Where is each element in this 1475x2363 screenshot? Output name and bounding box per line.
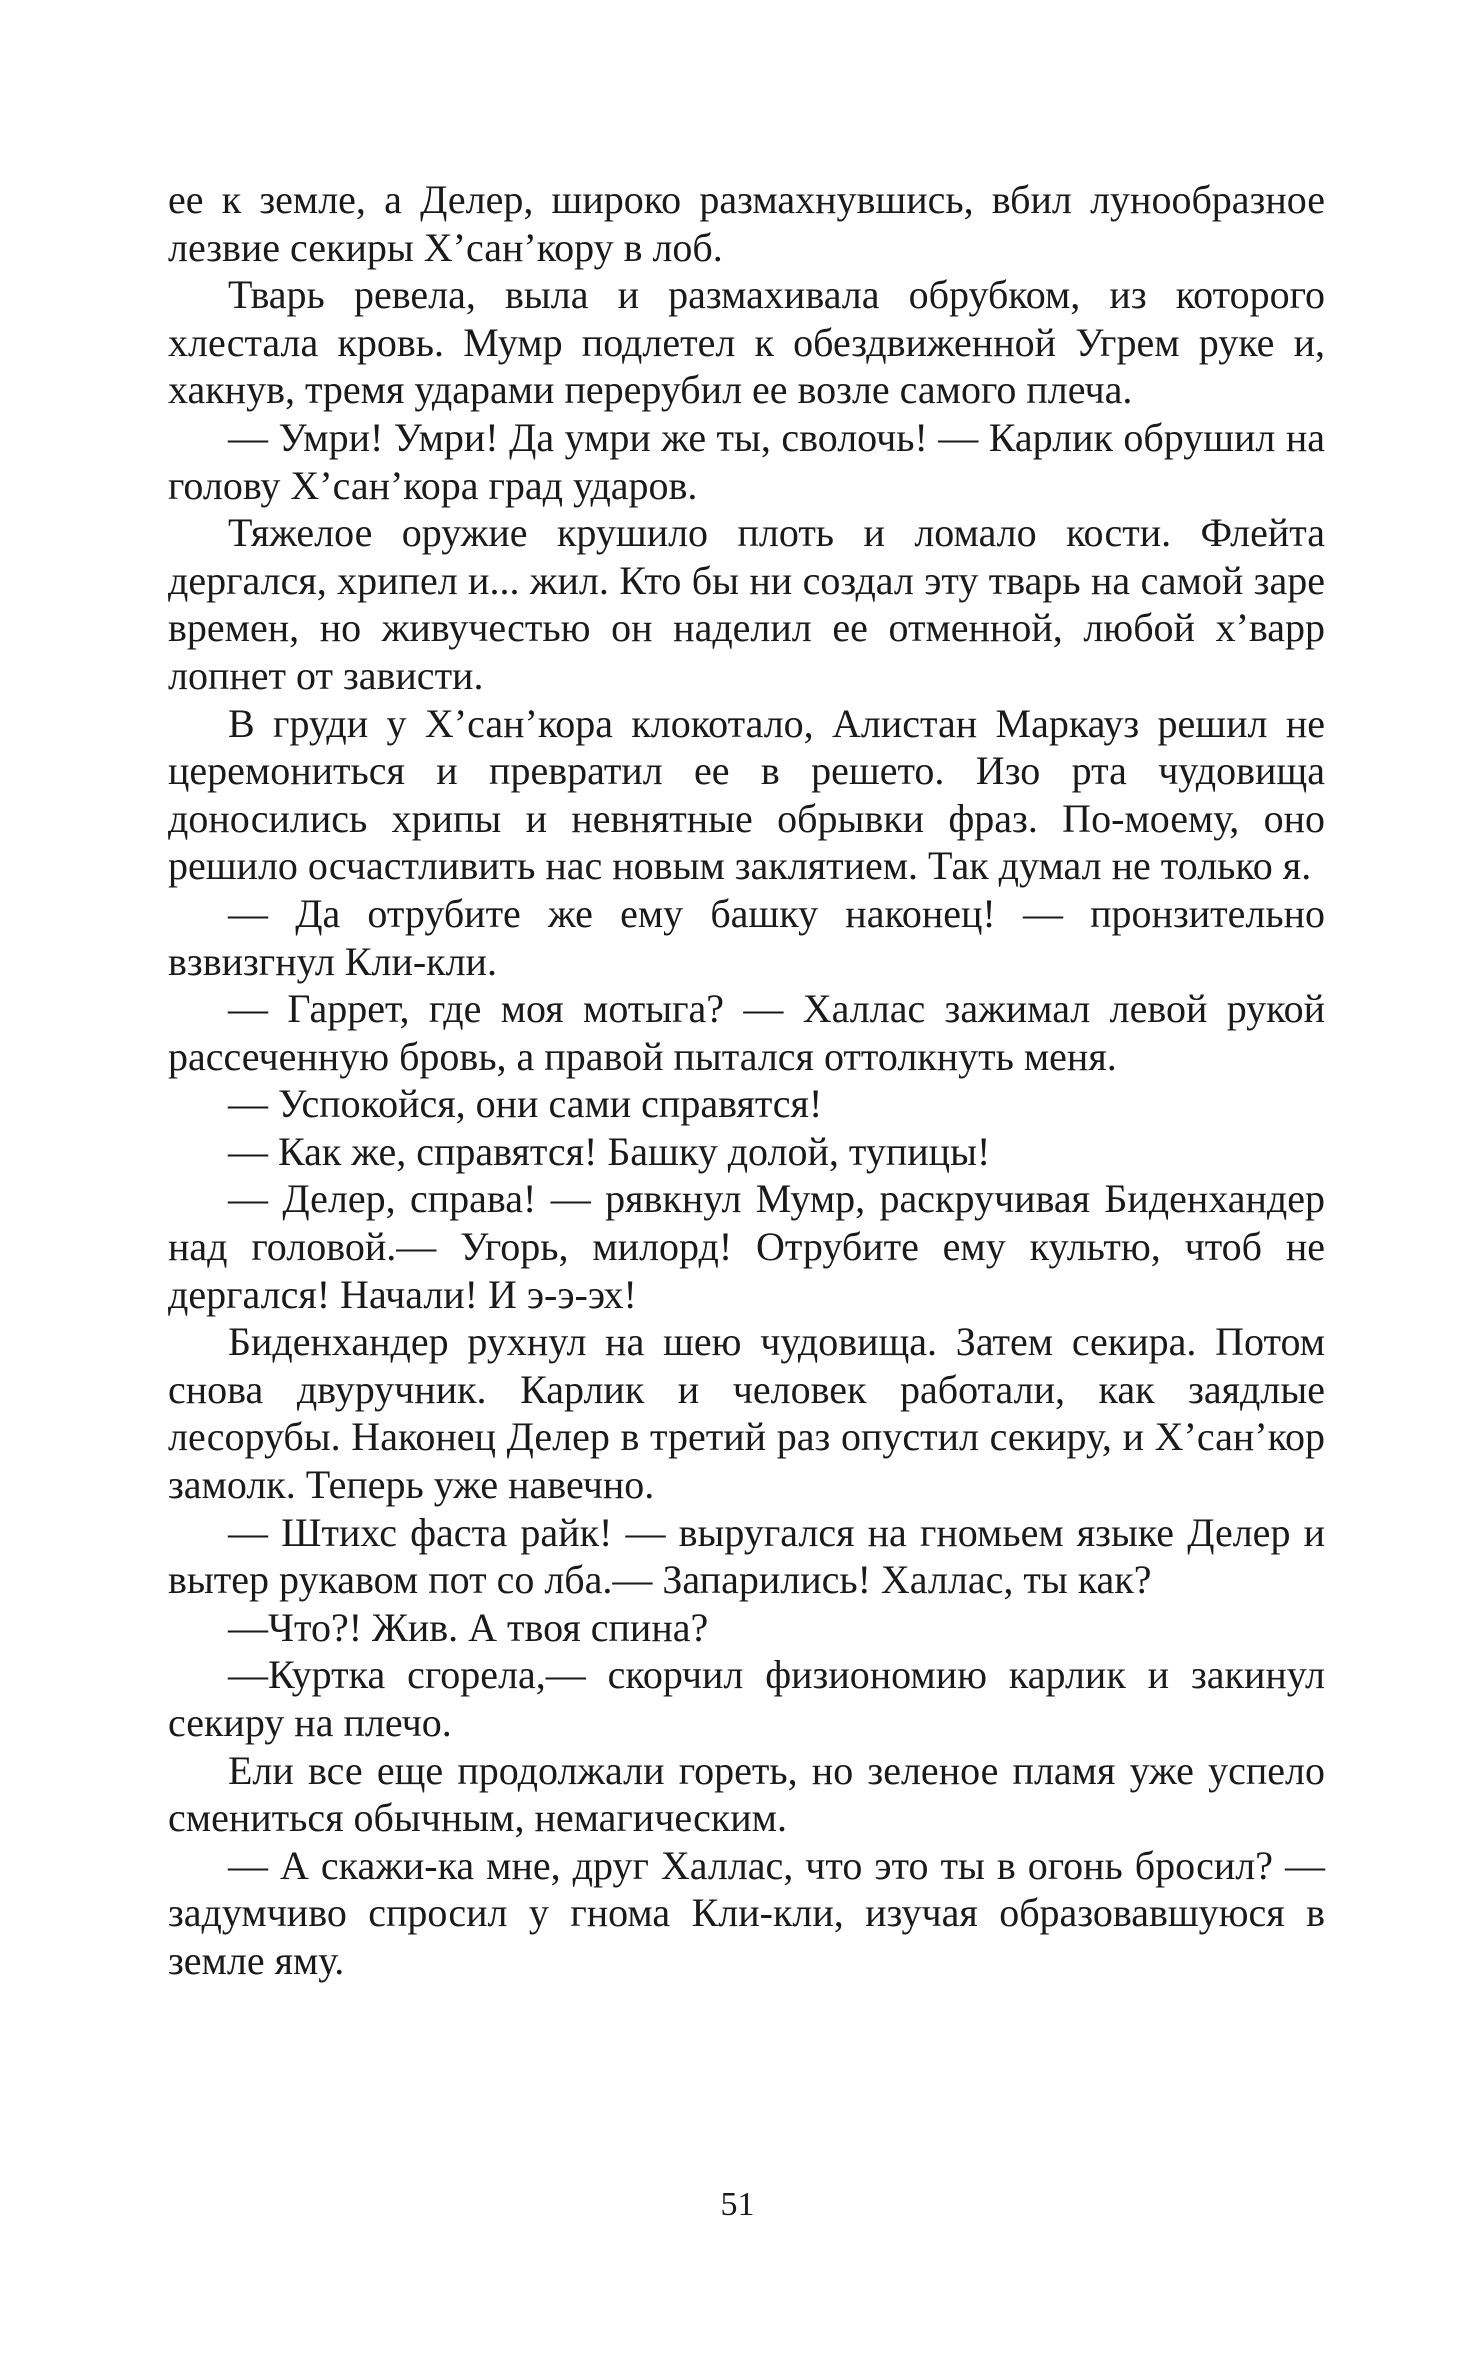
paragraph: Биденхандер рухнул на шею чудовища. Затем секира. Потом снова двуручник. Карлик и человек работали, как заядлые лесорубы. Наконец Делер в третий раз опустил секиру, и Х’сан’кор замолк. Теперь уже навечно. <box>168 1319 1325 1508</box>
paragraph: Тяжелое оружие крушило плоть и ломало кости. Флейта дергался, хрипел и... жил. Кто бы ни создал эту тварь на самой заре времен, но живучестью он наделил ее отменной, любой х’варр лопнет от зависти. <box>168 510 1325 698</box>
paragraph: В груди у Х’сан’кора клокотало, Алистан Маркауз решил не церемониться и превратил ее в решето. Изо рта чудовища доносились хрипы и невнятные обрывки фраз. По-моему, оно решило осчастливить нас новым заклятием. Так думал не только я. <box>168 700 1325 889</box>
page-text <box>168 176 1325 1985</box>
paragraph: Ели все еще продолжали гореть, но зеленое пламя уже успело смениться обычным, немагическим. <box>168 1747 1325 1841</box>
paragraph: ее к земле, а Делер, широко размахнувшись, вбил лунообразное лезвие секиры Х’сан’кору в лоб. <box>168 177 1325 270</box>
paragraph: — А скажи-ка мне, друг Халлас, что это ты в огонь бросил? — задумчиво спросил у гнома Кли-кли, изучая образовавшуюся в земле яму. <box>168 1842 1325 1983</box>
page-number: 51 <box>720 2186 755 2223</box>
paragraph: — Штихс фаста райк! — выругался на гномьем языке Делер и вытер рукавом пот со лба.— Запарились! Халлас, ты как? <box>168 1509 1325 1603</box>
paragraph: —Куртка сгорела,— скорчил физиономию карлик и закинул секиру на плечо. <box>168 1652 1325 1745</box>
paragraph: — Гаррет, где моя мотыга? — Халлас зажимал левой рукой рассеченную бровь, а правой пытался оттолкнуть меня. <box>168 986 1325 1079</box>
paragraph: — Успокойся, они сами справятся! <box>228 1081 823 1127</box>
paragraph: — Делер, справа! — рявкнул Мумр, раскручивая Биденхандер над головой.— Угорь, милорд! Отрубите ему культю, чтоб не дергался! Начали! И э-э-эх! <box>168 1176 1325 1317</box>
paragraph: — Да отрубите же ему башку наконец! — пронзительно взвизгнул Кли-кли. <box>168 890 1325 984</box>
paragraph: — Как же, справятся! Башку долой, тупицы! <box>228 1128 991 1174</box>
paragraph: Тварь ревела, выла и размахивала обрубком, из которого хлестала кровь. Мумр подлетел к обездвиженной Угрем руке и, хакнув, тремя ударами перерубил ее возле самого плеча. <box>168 272 1325 413</box>
paragraph: —Что?! Жив. А твоя спина? <box>228 1604 709 1650</box>
paragraph: — Умри! Умри! Да умри же ты, сволочь! — Карлик обрушил на голову Х’сан’кора град ударов. <box>168 414 1325 508</box>
